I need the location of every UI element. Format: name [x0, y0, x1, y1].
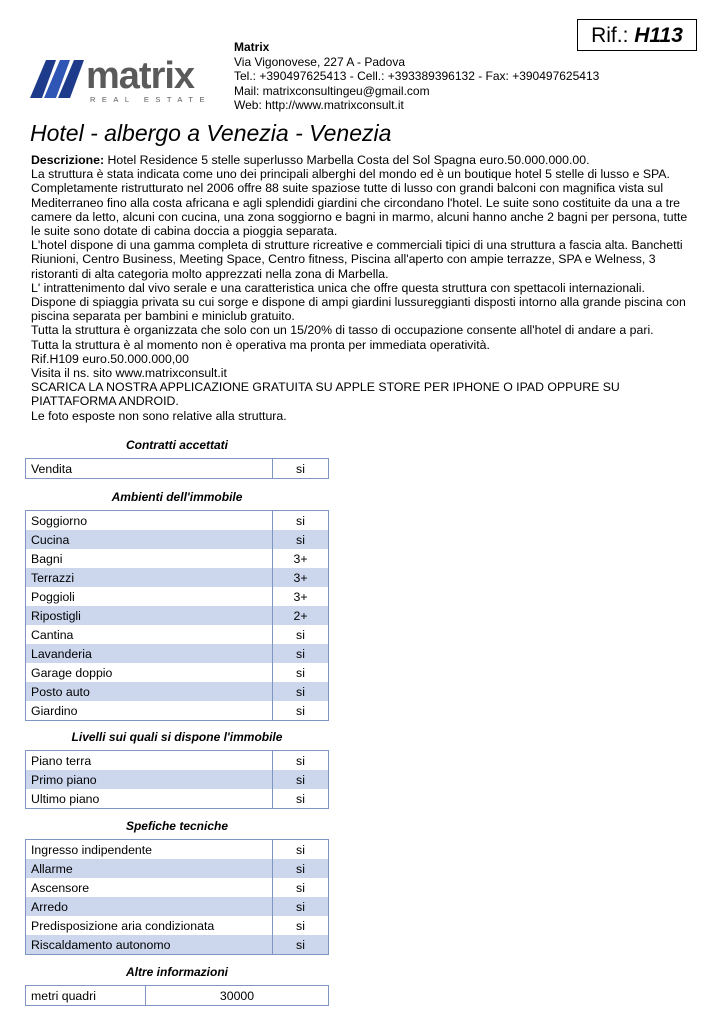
row-label: Garage doppio [26, 663, 273, 682]
description-first: Hotel Residence 5 stelle superlusso Marbella Costa del Sol Spagna euro.50.000.000.00. [107, 153, 590, 167]
row-value: si [296, 880, 305, 895]
row-label: Poggioli [26, 587, 273, 606]
table-row [26, 682, 329, 701]
row-label: Vendita [26, 459, 273, 479]
row-label: Lavanderia [26, 644, 273, 663]
description-line: Completamente ristrutturato nel 2006 offre 88 suite spaziose tutte di lusso con grandi balconi con magnifica vista sul Mediterraneo fino alla costa africana e agli splendidi giardini che circondano l'hotel. Le suite sono costituite da una a tre camere da letto, alcuni con cucina, una zona soggiorno e bagni in marmo, alcuni hanno anche 2 bagni per persona, tutte le suite sono dotate di cabina doccia a pioggia separata. [31, 181, 688, 239]
row-label: Predisposizione aria condizionata [26, 916, 273, 935]
row-value: si [273, 530, 329, 549]
page-title: Hotel - albergo a Venezia - Venezia [30, 120, 392, 146]
table-row [26, 530, 329, 549]
description [31, 153, 691, 423]
row-label: Ingresso indipendente [26, 840, 273, 860]
description-line: Le foto esposte non sono relative alla struttura. [31, 408, 287, 423]
section-title-ambienti: Ambienti dell'immobile [111, 490, 243, 504]
company-web: Web: http://www.matrixconsult.it [234, 98, 404, 112]
company-mail: Mail: matrixconsultingeu@gmail.com [234, 83, 430, 98]
description-line: Rif.H109 euro.50.000.000,00 [31, 351, 189, 366]
row-value: si [273, 859, 329, 878]
description-line: L'hotel dispone di una gamma completa di strutture ricreative e commerciali tipici di una struttura a fascia alta. Banchetti Riunioni, Centro Business, Meeting Space, Centro fitness, Piscina all'aperto con ampie terrazze, SPA e Welness, 3 ristoranti di alta categoria molto apprezzati nella zona di Marbella. [31, 238, 683, 281]
reference-label: Rif.: [591, 24, 629, 47]
row-value: si [273, 682, 329, 701]
table-row [26, 789, 329, 809]
section-title-tecniche: Spefiche tecniche [125, 819, 229, 833]
table-row [26, 840, 329, 860]
row-value: si [273, 897, 329, 916]
row-label: metri quadri [26, 986, 146, 1006]
table-row [26, 459, 329, 479]
row-value: si [296, 627, 305, 642]
description-line: La struttura è stata indicata come uno dei principali alberghi del mondo ed è un boutique hotel 5 stelle di lusso e SPA. [31, 167, 670, 182]
row-label: Piano terra [26, 751, 273, 771]
section-title-altre: Altre informazioni [125, 965, 228, 979]
table-row [26, 568, 329, 587]
row-label: Posto auto [26, 682, 273, 701]
row-label: Terrazzi [26, 568, 273, 587]
description-line: Tutta la struttura è organizzata che solo con un 15/20% di tasso di occupazione consente all'hotel di andare a pari. [31, 323, 654, 338]
table-row [26, 587, 329, 606]
table-livelli [25, 750, 329, 809]
table-row [26, 916, 329, 935]
table-row [26, 701, 329, 721]
company-logo [28, 52, 218, 108]
table-row [26, 897, 329, 916]
row-value: si [273, 644, 329, 663]
logo-wordmark: matrix [86, 55, 195, 97]
row-label: Ultimo piano [26, 789, 273, 809]
section-title-contratti: Contratti accettati [125, 438, 229, 452]
row-value: si [296, 918, 305, 933]
description-line: Visita il ns. sito www.matrixconsult.it [31, 366, 227, 381]
row-label: Bagni [26, 549, 273, 568]
table-contratti [25, 458, 329, 479]
row-label: Cucina [26, 530, 273, 549]
row-value: 3+ [293, 551, 308, 566]
table-row [26, 935, 329, 955]
row-value: si [273, 770, 329, 789]
row-value: si [296, 513, 305, 528]
table-altre [25, 985, 329, 1006]
row-label: Primo piano [26, 770, 273, 789]
row-value: si [296, 461, 305, 476]
row-value: si [273, 935, 329, 955]
description-label: Descrizione: [31, 153, 105, 167]
table-row [26, 625, 329, 644]
row-value: si [296, 842, 305, 857]
description-line: Tutta la struttura è al momento non è operativa ma pronta per immediata operatività. [31, 337, 490, 352]
row-label: Cantina [26, 625, 273, 644]
description-line: L' intrattenimento dal vivo serale e una caratteristica unica che offre questa struttura con spettacoli internazionali. [31, 280, 645, 295]
row-label: Soggiorno [26, 511, 273, 531]
row-value: si [296, 703, 305, 718]
table-row [26, 606, 329, 625]
row-value: 2+ [273, 606, 329, 625]
table-row [26, 751, 329, 771]
contact-block [234, 40, 599, 113]
row-label: Allarme [26, 859, 273, 878]
row-label: Giardino [26, 701, 273, 721]
row-label: Riscaldamento autonomo [26, 935, 273, 955]
table-row [26, 644, 329, 663]
company-address: Via Vigonovese, 227 A - Padova [234, 54, 406, 69]
table-row [26, 878, 329, 897]
row-label: Arredo [26, 897, 273, 916]
row-value: 3+ [293, 589, 308, 604]
logo-tagline: REAL ESTATE [90, 95, 211, 104]
description-line: SCARICA LA NOSTRA APPLICAZIONE GRATUITA SU APPLE STORE PER IPHONE O IPAD OPPURE SU PIATTAFORMA ANDROID. [31, 380, 620, 409]
row-label: Ripostigli [26, 606, 273, 625]
table-tecniche [25, 839, 329, 955]
section-title-livelli: Livelli sui quali si dispone l'immobile [71, 730, 283, 744]
table-row [26, 549, 329, 568]
description-line: Dispone di spiaggia privata su cui sorge e dispone di ampi giardini lussureggianti disposti intorno alla grande piscina con piscina separata per bambini e miniclub gratuito. [31, 295, 686, 324]
row-value: si [296, 753, 305, 768]
row-value: si [296, 791, 305, 806]
row-value: 3+ [273, 568, 329, 587]
row-value: 30000 [219, 988, 255, 1003]
reference-code: H113 [634, 24, 683, 47]
table-row [26, 511, 329, 531]
table-row [26, 663, 329, 682]
company-name: Matrix [234, 40, 270, 54]
table-row [26, 859, 329, 878]
row-label: Ascensore [26, 878, 273, 897]
table-ambienti [25, 510, 329, 721]
row-value: si [296, 665, 305, 680]
table-row [26, 986, 329, 1006]
company-phones: Tel.: +390497625413 - Cell.: +393389396132 - Fax: +390497625413 [234, 69, 600, 83]
reference-box [577, 19, 697, 51]
table-row [26, 770, 329, 789]
